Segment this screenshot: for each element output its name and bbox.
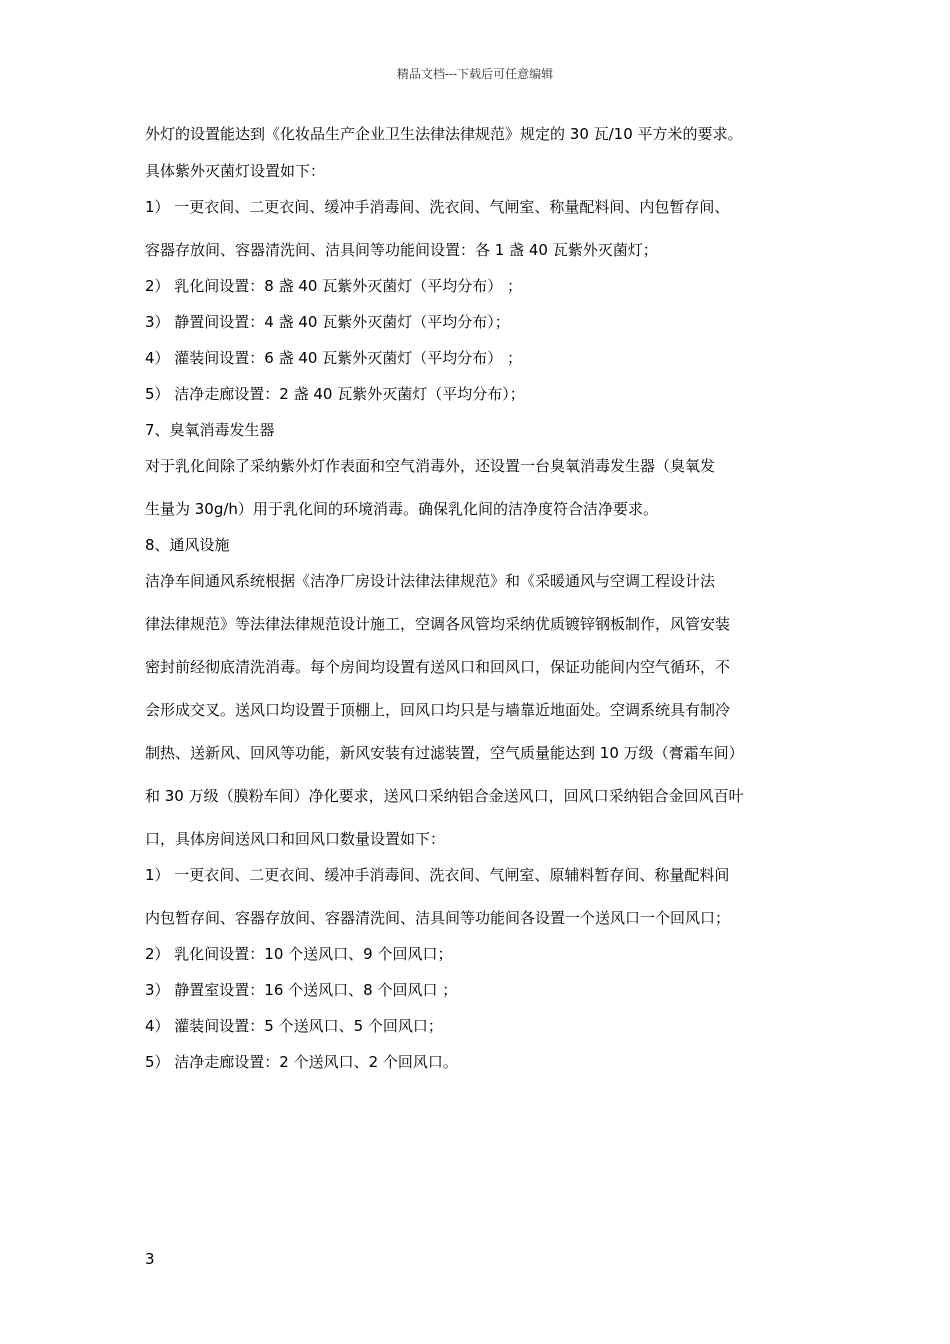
paragraph-line: 洁净车间通风系统根据《洁净厂房设计法律法律规范》和《采暖通风与空调工程设计法	[145, 572, 716, 590]
list-item: 1） 一更衣间、二更衣间、缓冲手消毒间、洗衣间、气闸室、称量配料间、内包暂存间、	[145, 198, 730, 216]
paragraph-line: 密封前经彻底清洗消毒。每个房间均设置有送风口和回风口，保证功能间内空气循环，不	[145, 658, 731, 676]
paragraph-line: 律法律规范》等法律法律规范设计施工，空调各风管均采纳优质镀锌钢板制作，风管安装	[145, 615, 731, 633]
list-item: 4） 灌装间设置：6 盏 40 瓦紫外灭菌灯（平均分布） ；	[145, 349, 523, 367]
paragraph-line: 会形成交叉。送风口均设置于顶棚上，回风口均只是与墙靠近地面处。空调系统具有制冷	[145, 701, 731, 719]
list-item: 5） 洁净走廊设置：2 个送风口、2 个回风口。	[145, 1053, 458, 1071]
list-item: 4） 灌装间设置：5 个送风口、5 个回风口；	[145, 1017, 443, 1035]
list-item: 5） 洁净走廊设置：2 盏 40 瓦紫外灭菌灯（平均分布）；	[145, 385, 525, 403]
list-item: 2） 乳化间设置：8 盏 40 瓦紫外灭菌灯（平均分布） ；	[145, 277, 523, 295]
list-item: 1） 一更衣间、二更衣间、缓冲手消毒间、洗衣间、气闸室、原辅料暂存间、称量配料间	[145, 866, 730, 884]
page-header: 精品文档---下载后可任意编辑	[396, 67, 554, 81]
paragraph-line: 具体紫外灭菌灯设置如下：	[145, 162, 326, 180]
list-item: 3） 静置室设置：16 个送风口、8 个回风口 ；	[145, 981, 458, 999]
paragraph-line: 外灯的设置能达到《化妆品生产企业卫生法律法律规范》规定的 30 瓦/10 平方米的要求。	[145, 125, 743, 143]
paragraph-line: 和 30 万级（膜粉车间）净化要求，送风口采纳铝合金送风口，回风口采纳铝合金回风百叶	[145, 787, 744, 805]
list-item-continuation: 内包暂存间、容器存放间、容器清洗间、洁具间等功能间各设置一个送风口一个回风口；	[145, 909, 731, 927]
paragraph-line: 制热、送新风、回风等功能，新风安装有过滤装置，空气质量能达到 10 万级（膏霜车间）	[145, 744, 744, 762]
paragraph-line: 对于乳化间除了采纳紫外灯作表面和空气消毒外，还设置一台臭氧消毒发生器（臭氧发	[145, 457, 716, 475]
list-item-continuation: 容器存放间、容器清洗间、洁具间等功能间设置：各 1 盏 40 瓦紫外灭菌灯；	[145, 241, 658, 259]
paragraph-line: 生量为 30g/h）用于乳化间的环境消毒。确保乳化间的洁净度符合洁净要求。	[145, 500, 658, 518]
list-item: 3） 静置间设置：4 盏 40 瓦紫外灭菌灯（平均分布）；	[145, 313, 510, 331]
list-item: 2） 乳化间设置：10 个送风口、9 个回风口；	[145, 945, 453, 963]
page-number: 3	[145, 1250, 155, 1268]
section-heading: 7、臭氧消毒发生器	[145, 421, 275, 439]
section-heading: 8、通风设施	[145, 536, 230, 554]
paragraph-line: 口，具体房间送风口和回风口数量设置如下：	[145, 830, 446, 848]
body-text	[145, 124, 810, 1072]
